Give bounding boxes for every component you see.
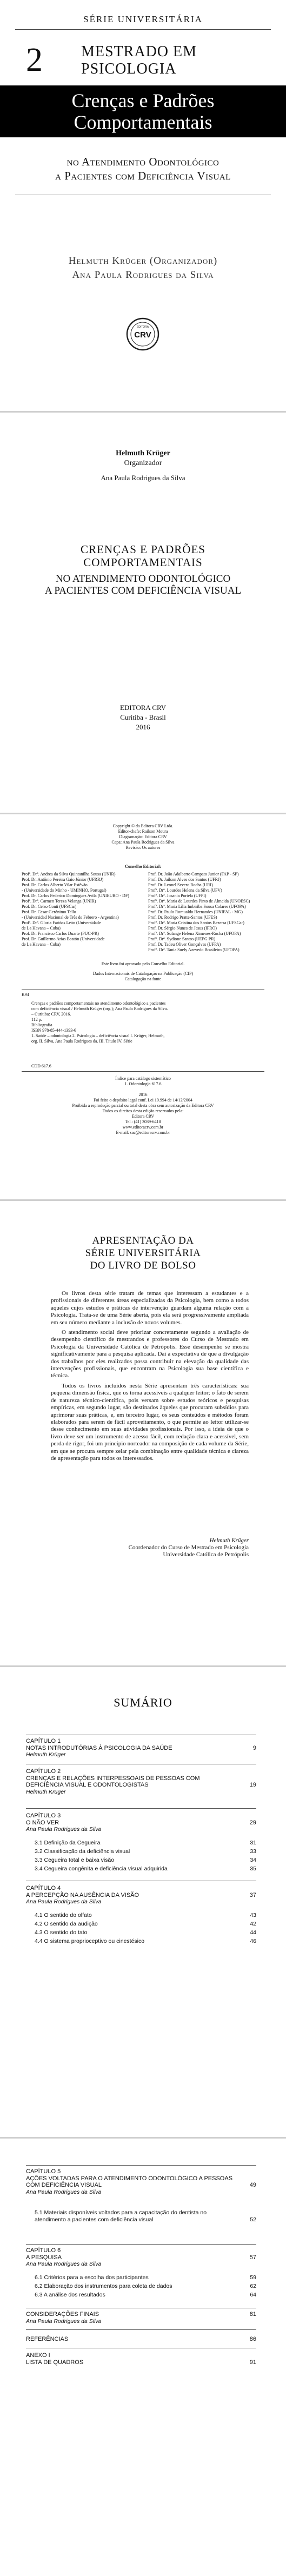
toc-subsection-row [35,1840,256,1847]
council-member: Prof. Dr. Carlos Federico Dominguez Avila (UNIEURO - DF) [22,893,129,898]
toc-chapter-author: Ana Paula Rodrigues da Silva [26,2261,102,2268]
presentation-title-line1: APRESENTAÇÃO DA [92,1235,194,1246]
council-member: Profª. Drª. Andrea da Silva Quintanilha Sousa (UNIR) [22,872,116,877]
council-member: Prof. Dr. Cesar Gerónimo Tello [22,909,76,914]
publisher-website[interactable]: www.editoracrv.com.br [122,1125,164,1130]
catalog-line: – Curitiba: CRV, 2016. [31,1012,71,1017]
cover-title-band [0,85,286,137]
cip-title [0,961,286,982]
toc-chapter-number: CAPÍTULO 2 [26,1768,61,1775]
toc-subsection-row [35,2292,256,2299]
signature-role: Coordenador do Curso de Mestrado em Psicologia [128,1544,249,1551]
council-member: de La Havana – Cuba) [22,942,61,947]
tp-title-line1: CRENÇAS E PADRÕES [81,543,205,556]
page-separator [0,813,286,814]
cover-author2: Ana Paula Rodrigues da Silva [72,269,214,281]
toc-subsection[interactable] [35,2274,256,2281]
rights-line2: Todos os direitos desta edição reservados pela: [102,1108,184,1113]
toc-subsection-row [35,1857,256,1864]
toc-chapter-author: Ana Paula Rodrigues da Silva [26,1898,102,1906]
toc-page-number: 49 [249,2182,256,2189]
catalog-record [22,990,264,1072]
toc-divider [26,2329,256,2330]
tp-publisher: EDITORA CRV [119,703,167,712]
toc-subsection-label: 5.1 Materiais disponíveis voltados para a capacitação do dentista no atendimento a pacientes com deficiência visual [35,2209,207,2223]
cover-authors [0,254,286,282]
legal-deposit: Foi feito o depósito legal conf. Lei 10.994 de 14/12/2004 [94,1098,192,1103]
toc-chapter-number: CAPÍTULO 1 [26,1738,61,1744]
page-separator [0,2137,286,2139]
toc-subsection-row [35,1929,256,1936]
systematic-index-entry: 1. Odontologia 617.6 [124,1081,162,1086]
tp-subtitle-line1: NO ATENDIMENTO ODONTOLÓGICO [55,573,231,585]
cover-author1: Helmuth Krüger (Organizador) [68,255,218,267]
tp-author: Helmuth Krüger [116,449,170,457]
toc-chapter-row [26,1745,256,1752]
council-member: Profª. Drª. Maria Cristina dos Santos Bezerra (UFSCar) [148,920,244,925]
toc-page-number: 62 [250,2283,256,2289]
toc-final-author: Ana Paula Rodrigues da Silva [26,2318,102,2325]
council-member: Prof. Dr. Sérgio Nunes de Jesus (IFRO) [148,926,217,931]
cover-page [0,0,286,411]
rights-line3: Editora CRV [131,1114,155,1119]
toc-final-row [26,2311,256,2318]
presentation-paragraph-1: Os livros desta série tratam de temas que interessam a estudantes e a profissionais de diferentes áreas especializadas da Psicologia, bem como a todos aqueles cujos estudos e práticas de intervenção guardam alguma relação com a Psicologia. Trata-se de uma Série aberta, pois ela será progressivamente ampliada em seu número mediante a inclusão de novos volumes. [51,1290,249,1326]
toc-chapter-title: O NÃO VER [26,1819,59,1826]
council-member: Profª. Drª. Sydione Santos (UEPG PR) [148,937,216,941]
rights-line1: Proibida a reprodução parcial ou total desta obra sem autorização da Editora CRV [72,1103,214,1108]
toc-chapter[interactable] [26,1813,256,1833]
council-member: Prof. Dr. Carlos Alberto Vilar Estêvão [22,882,88,887]
toc-subsection[interactable] [35,1865,256,1873]
council-title: Conselho Editorial: [125,864,161,869]
council-member: Prof. Dr. Jailson Alves dos Santos (UFRJ) [148,877,221,882]
tp-year: 2016 [136,723,150,731]
toc-subsection-label: 3.1 Definição da Cegueira [35,1840,101,1846]
toc-divider [26,1808,256,1809]
page-separator [0,1199,286,1201]
toc-chapter[interactable] [26,2168,256,2195]
cover-title-line2: Comportamentais [74,111,212,133]
toc-subsection[interactable] [35,1929,256,1936]
council-member: Prof. Dr. Rodrigo Pratte-Santos (UFES) [148,915,217,920]
toc-subsection[interactable] [35,1912,256,1919]
tp-author-block [0,449,286,468]
toc-subsection[interactable] [35,1848,256,1855]
council-member: Prof. Dr. Tadeu Oliver Gonçalves (UFPA) [148,942,221,947]
toc-subsection-label: 4.4 O sistema proprioceptivo ou cinestésico [35,1938,145,1944]
toc-page-number: 31 [250,1840,256,1846]
toc-page-number: 9 [252,1744,256,1751]
toc-page-number: 37 [249,1891,256,1898]
cover-subtitle-line2: a Pacientes com Deficiência Visual [55,169,231,182]
cover-title-line1: Crenças e Padrões [71,90,215,111]
cover-subtitle [0,155,286,183]
toc-subsection-row [35,1921,256,1928]
toc-subsection-row [35,1938,256,1945]
toc-page-number: 35 [250,1865,256,1872]
tp-title-line2: COMPORTAMENTAIS [83,556,203,569]
toc-page-number: 86 [249,2336,256,2342]
council-member: Prof. Dr. Antônio Pereira Gaio Júnior (UFRRJ) [22,877,104,882]
toc-chapter-row [26,2175,256,2189]
toc-page-number: 59 [250,2274,256,2281]
presentation-paragraph-3: Todos os livros incluídos nesta Série apresentam três características: sua pequena dimensão física, que os torna acessíveis a qualquer leitor; o fato de serem de natureza técnico-científica, pois versam sobre estudos teóricos e pesquisas empíricas, em segundo lugar, são destinados àqueles que procuram subsídios para aprimorar suas práticas, e, em terceiro lugar, os seus conteúdos e métodos foram elaborados para serem de fácil aproveitamento, o que permite ao leitor utilizar-se desse conhecimento em suas atividades profissionais. Por isso, a ideia de que o livro deve ser um instrumento de acesso fácil, com redação clara e acessível, sem perda de rigor, foi um princípio norteador na composição de cada volume da Série, em que se procura sempre zelar pela combinação entre qualidade técnica e clareza de apresentação para todos os interessados. [51,1382,249,1462]
catalog-line: org. II. Silva, Ana Paula Rodrigues da. III. Título IV. Série [31,1039,132,1044]
toc-title: SUMÁRIO [114,1696,172,1709]
toc-chapter-row [26,1775,256,1789]
toc-subsection-row [35,2274,256,2281]
publisher-phone: Tel.: (41) 3039-6418 [125,1119,161,1124]
toc-final-title: REFERÊNCIAS [26,2336,69,2342]
toc-final-title: ANEXO I [26,2352,50,2359]
volume-title-line1: MESTRADO EM [81,43,197,60]
council-member: Prof. Dr. Leonel Severo Rocha (URI) [148,882,213,887]
imprint-header [0,824,286,851]
catalog-line: Bibliografia [31,1023,52,1027]
toc-chapter[interactable] [26,2247,256,2268]
logo-text: CRV [134,330,151,340]
toc-chapter-row [26,1892,256,1899]
toc-chapter-author: Ana Paula Rodrigues da Silva [26,1826,102,1833]
council-member: - (Universidade do Minho - UMINHO, Portugal) [22,888,107,893]
catalog-code: K94 [22,992,29,997]
toc-final-row [26,2336,256,2343]
toc-chapter[interactable] [26,1768,256,1795]
copyright: Copyright © da Editora CRV Ltda. [112,824,174,828]
catalog-line: com deficiência visual / Helmuth Krüger (org.); Ana Paula Rodrigues da Silva. [31,1006,168,1011]
catalog-line: ISBN 978-85-444-1393-6 [31,1028,76,1033]
toc-subsection-label: 4.2 O sentido da audição [35,1921,98,1927]
edition-year: 2016 [138,1092,148,1097]
council-member: Prof. Dr. Celso Conti (UFSCar) [22,904,77,909]
toc-chapter-author: Helmuth Krüger [26,1751,66,1758]
toc-page-number: 29 [249,1819,256,1826]
series-label: SÉRIE UNIVERSITÁRIA [83,14,203,24]
catalog-line: 1. Saúde – odontologia 2. Psicologia – deficiência visual I. Krüger, Helmuth, [31,1033,165,1038]
council-member: Prof. Dr. Paulo Romualdo Hernandes (UNIFAL - MG) [148,909,243,914]
council-member: Prof. Dr. João Adalberto Campato Junior (FAP - SP) [148,872,239,877]
presentation-title [0,1234,286,1272]
signature-org: Universidade Católica de Petrópolis [163,1551,249,1558]
council-member: Prof. Dr. Francisco Carlos Duarte (PUC-PR) [22,931,99,936]
tp-publisher-block [0,703,286,732]
volume-title [81,43,197,78]
toc-chapter-title: A PESQUISA [26,2254,62,2261]
presentation-title-line2: SÉRIE UNIVERSITÁRIA [85,1247,201,1259]
toc-subsection[interactable] [35,2292,256,2299]
tp-subtitle [0,573,286,597]
council-member: Profª. Drª. Solange Helena Ximenes-Rocha (UFOPA) [148,931,241,936]
toc-final-title2: LISTA DE QUADROS [26,2359,84,2366]
toc-chapter-title: AÇÕES VOLTADAS PARA O ATENDIMENTO ODONTOLÓGICO A PESSOAS COM DEFICIÊNCIA VISUAL [26,2175,233,2189]
toc-final-row [26,2352,256,2366]
toc-chapter-row [26,1820,256,1827]
toc-chapter-author: Helmuth Krüger [26,1788,66,1795]
toc-chapter-title: NOTAS INTRODUTÓRIAS À PSICOLOGIA DA SAÚDE [26,1744,172,1751]
toc-final-entry[interactable] [26,2352,256,2366]
toc-chapter-author: Ana Paula Rodrigues da Silva [26,2188,102,2195]
toc-subsection[interactable] [35,1857,256,1864]
tp-title [0,543,286,569]
page-separator [0,1665,286,1667]
tp-subtitle-line2: A PACIENTES COM DEFICIÊNCIA VISUAL [44,585,242,596]
toc-subsection-row [35,1865,256,1873]
council-member: Profª. Drª. Josania Portela (UFPI) [148,893,207,898]
toc-page-number: 42 [250,1921,256,1927]
title-page [0,413,286,813]
toc-subsection[interactable] [35,1938,256,1945]
catalog-cdd: CDD 617.6 [31,1064,51,1068]
council-member: Profª. Drª. Tania Suely Azevedo Brasileiro (UFOPA) [148,947,240,952]
toc-subsection-row [35,1848,256,1855]
cover-credit: Capa: Ana Paula Rodrigues da Silva [111,840,175,845]
toc-subsection-label: 6.3 A análise dos resultados [35,2292,105,2298]
toc-page-number: 46 [250,1938,256,1944]
revision-credit: Revisão: Os autores [125,845,161,850]
presentation-title-line3: DO LIVRO DE BOLSO [90,1260,196,1271]
toc-subsection[interactable] [35,2209,256,2223]
council-member: Profª. Drª. Carmen Tereza Velanga (UNIR) [22,899,96,904]
toc-page-number: 44 [250,1929,256,1936]
publisher-email[interactable]: E-mail: sac@editoracrv.com.br [116,1130,170,1135]
toc-subsection[interactable] [35,1840,256,1847]
toc-subsection-label: 6.2 Elaboração dos instrumentos para coleta de dados [35,2283,172,2289]
catalog-line: Crenças e padrões comportamentais no atendimento odontológico a pacientes [31,1001,166,1006]
toc-subsection-row [35,1912,256,1919]
toc-page-number: 91 [249,2359,256,2366]
cip-line2: Catalogação na fonte [124,977,162,981]
catalog-body [31,1001,258,1044]
toc-subsection-row [35,2209,256,2223]
systematic-index-title: Índice para catálogo sistemático [115,1076,171,1081]
council-member: Profª. Drª. Maria de Lourdes Pinto de Almeida (UNOESC) [148,899,250,904]
presentation-signature [119,1537,249,1558]
toc-subsection-label: 3.3 Cegueira total e baixa visão [35,1857,115,1863]
presentation-paragraph-2: O atendimento social deve priorizar concretamente segundo a avaliação de desempenho científico de mestrandos e professores do Curso de Mestrado em Psicologia da Universidade Católica de Petrópolis. Esse desempenho se mostra significativamente para a pesquisa aplicada. Daí a expectativa de que a divulgação dos trabalhos por eles realizados possa contribuir na elevação da qualidade das intervenções profissionais, que encontram na Psicologia sua base científica e técnica. [51,1329,249,1379]
toc-subsection-label: 4.3 O sentido do tato [35,1929,88,1936]
peer-review-note: Este livro foi aprovado pelo Conselho Editorial. [101,961,185,966]
toc-chapter[interactable] [26,1738,256,1758]
toc-chapter-number: CAPÍTULO 6 [26,2247,61,2254]
toc-final-entry[interactable] [26,2336,256,2343]
toc-chapter-row [26,2254,256,2261]
layout-credit: Diagramação: Editora CRV [119,834,167,839]
toc-page-number: 34 [250,1857,256,1863]
cip-line1: Dados Internacionais de Catalogação na Publicação (CIP) [92,971,194,976]
toc-page-number: 33 [250,1848,256,1855]
editor-chief: Editor-chefe: Railson Moura [118,829,168,834]
toc-divider [26,2165,256,2166]
systematic-index [0,1076,286,1087]
toc-subsection-row [35,2283,256,2290]
council-member: Profª. Drª. Lourdes Helena da Silva (UFV) [148,888,222,893]
council-left-column [22,872,138,947]
council-right-column [148,872,264,953]
toc-chapter-title: CRENÇAS E RELAÇÕES INTERPESSOAIS DE PESSOAS COM DEFICIÊNCIA VISUAL E ODONTOLOGISTAS [26,1775,200,1789]
tp-author-role: Organizador [124,459,162,467]
toc-final-entry[interactable] [26,2311,256,2325]
tp-coauthor: Ana Paula Rodrigues da Silva [101,474,185,482]
volume-title-line2: PSICOLOGIA [81,61,177,77]
logo-label: EDITORA [136,326,149,329]
toc-subsection-label: 3.4 Cegueira congênita e deficiência visual adquirida [35,1865,168,1872]
cover-subtitle-line1: no Atendimento Odontológico [66,155,220,168]
toc-page-number: 52 [250,2216,256,2223]
toc-page-number: 43 [250,1912,256,1918]
volume-number: 2 [26,42,43,78]
toc-subsection-label: 4.1 O sentido do olfato [35,1912,92,1918]
signature-name: Helmuth Krüger [209,1537,249,1544]
rights-block [0,1092,286,1136]
toc-chapter-number: CAPÍTULO 5 [26,2168,61,2175]
toc-chapter[interactable] [26,1885,256,1906]
toc-page-number: 64 [250,2292,256,2298]
toc-page-number: 57 [249,2254,256,2261]
tp-city: Curitiba - Brasil [120,713,166,721]
council-member: Profª. Drª. Gloria Fariñas León (Universidade [22,920,101,925]
council-member: de La Havana – Cuba) [22,926,61,931]
toc-chapter-number: CAPÍTULO 4 [26,1885,61,1891]
toc-divider [26,2244,256,2245]
council-member: - (Universidad Nacional de Três de Febrero - Argentina) [22,915,119,920]
toc-page-number: 81 [249,2311,256,2318]
publisher-logo [125,317,160,351]
toc-chapter-number: CAPÍTULO 3 [26,1813,61,1819]
presentation-body [51,1290,249,1465]
toc-page-number: 19 [249,1782,256,1789]
toc-subsection[interactable] [35,2283,256,2290]
toc-subsection[interactable] [35,1921,256,1928]
council-member: Profª. Drª. Maria Lília Imbiriba Sousa Colares (UFOPA) [148,904,246,909]
toc-final-title: CONSIDERAÇÕES FINAIS [26,2311,99,2318]
council-member: Prof. Dr. Guillermo Arias Beatón (Universidade [22,937,105,941]
toc-subsection-label: 6.1 Critérios para a escolha dos participantes [35,2274,149,2281]
catalog-line: 112 p. [31,1017,42,1022]
cover-top-rule [15,29,271,30]
toc-subsection-label: 3.2 Classificação da deficiência visual [35,1848,130,1855]
toc-chapter-title: A PERCEPÇÃO NA AUSÊNCIA DA VISÃO [26,1891,139,1898]
